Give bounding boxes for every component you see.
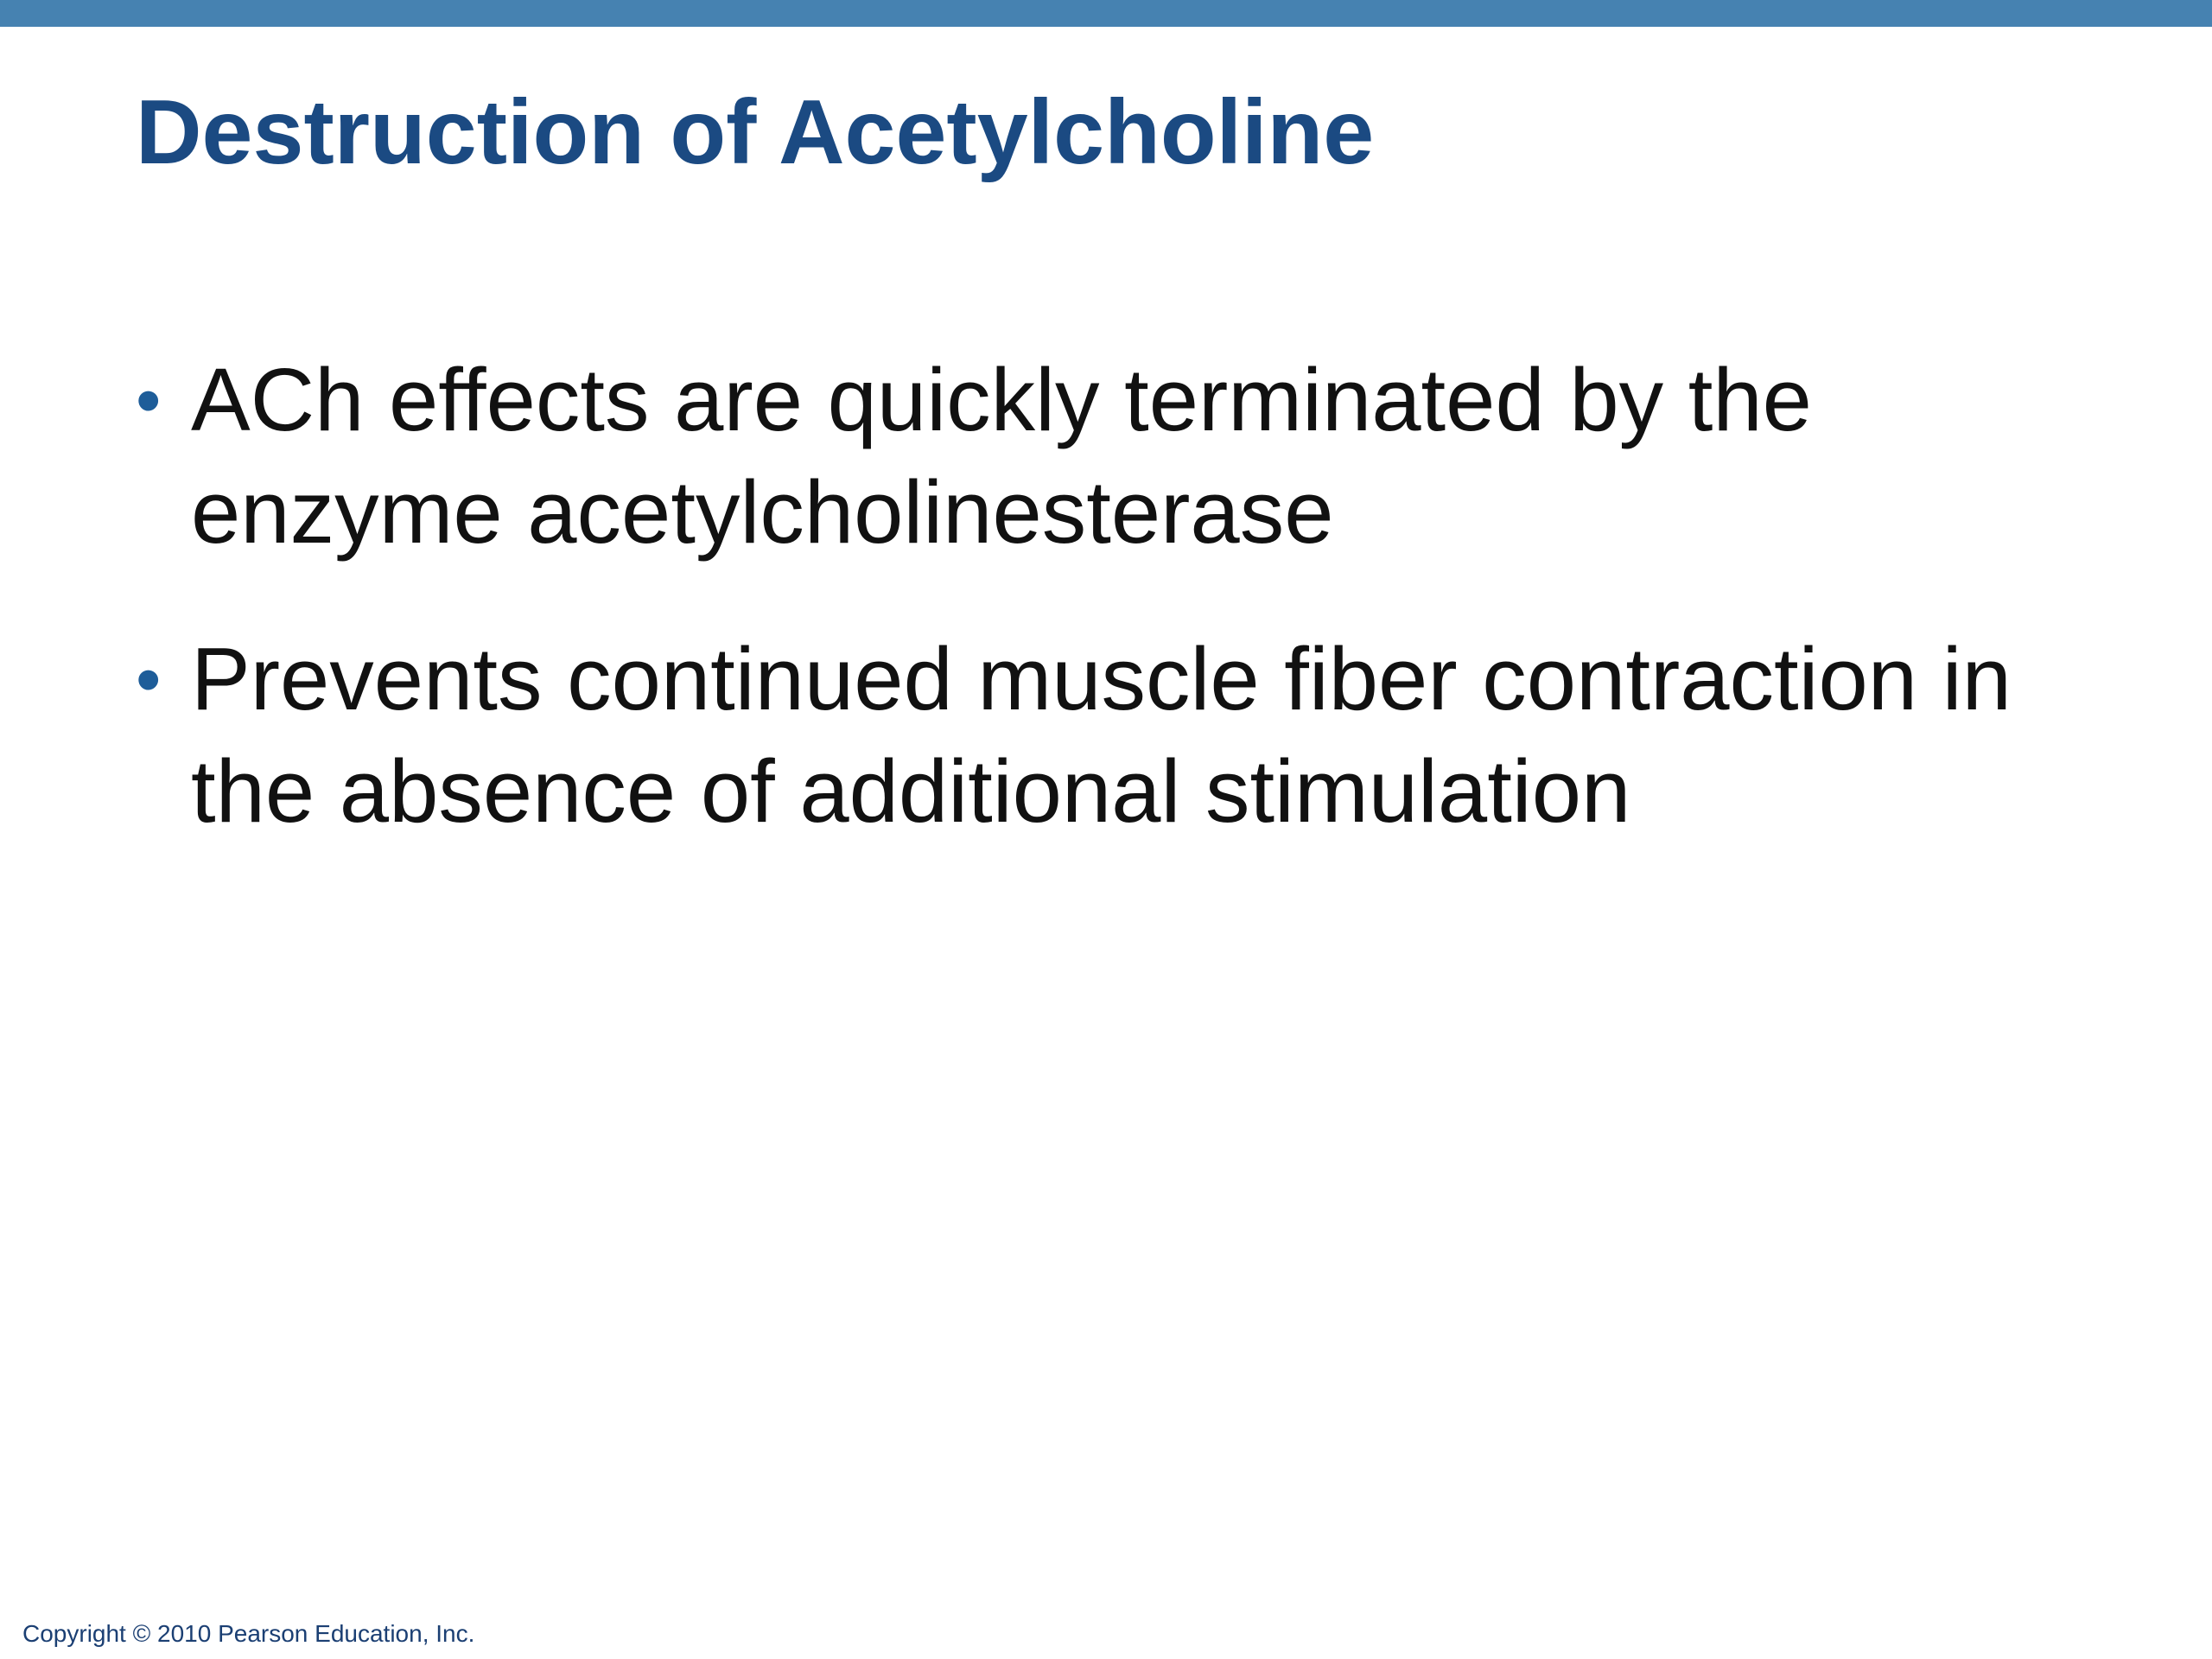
bullet-text: ACh effects are quickly terminated by the enzyme acetylcholinesterase <box>191 350 1812 562</box>
bullet-dot-icon: • <box>136 639 162 720</box>
top-accent-bar <box>0 0 2212 27</box>
bullet-dot-icon: • <box>136 359 162 441</box>
copyright-footer: Copyright © 2010 Pearson Education, Inc. <box>22 1620 475 1647</box>
bullet-item <box>136 623 2123 848</box>
bullet-list <box>136 344 2123 902</box>
slide-title: Destruction of Acetylcholine <box>136 81 1375 183</box>
bullet-item <box>136 344 2123 569</box>
bullet-text: Prevents continued muscle fiber contraction in the absence of additional stimulation <box>191 629 2012 841</box>
